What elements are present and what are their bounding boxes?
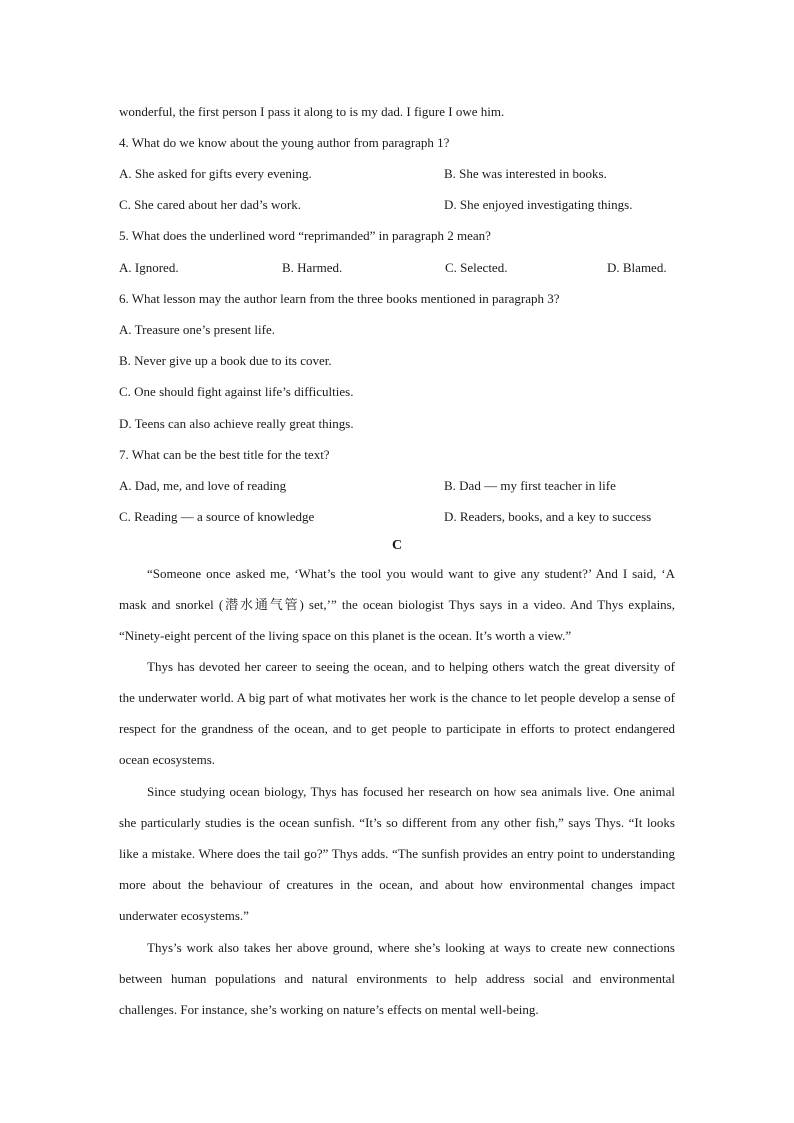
question-7-option-c: C. Reading — a source of knowledge — [119, 509, 315, 524]
passage-c-paragraph-3: Since studying ocean biology, Thys has focused her research on how sea animals live. One animal she particularly studies is the ocean sunfish. “It’s so different from any other fish,” says Thys. “It looks like a mistake. Where does the tail go?” Thys adds. “The sunfish provides an entry point to understanding more about the behaviour of creatures in the ocean, and about how environmental changes impact underwater ecosystems.” — [119, 784, 675, 924]
section-title: C — [391, 538, 403, 553]
question-6-stem: 6. What lesson may the author learn from the three books mentioned in paragraph 3? — [119, 291, 560, 306]
question-4-option-c: C. She cared about her dad’s work. — [119, 197, 301, 212]
question-7-stem: 7. What can be the best title for the text? — [119, 447, 330, 462]
question-6-option-a: A. Treasure one’s present life. — [119, 322, 275, 337]
question-4-option-b: B. She was interested in books. — [444, 166, 607, 181]
question-5-option-a: A. Ignored. — [119, 260, 179, 275]
question-6-option-c: C. One should fight against life’s difficulties. — [119, 384, 354, 399]
question-6-option-b: B. Never give up a book due to its cover. — [119, 353, 332, 368]
passage-continuation: wonderful, the first person I pass it along to is my dad. I figure I owe him. — [119, 104, 505, 119]
question-4-stem: 4. What do we know about the young author from paragraph 1? — [119, 135, 450, 150]
question-7-option-d: D. Readers, books, and a key to success — [444, 509, 652, 524]
question-5-option-c: C. Selected. — [445, 260, 508, 275]
passage-c-paragraph-4: Thys’s work also takes her above ground, where she’s looking at ways to create new connections between human populations and natural environments to help address social and environmental challenges. For instance, she’s working on nature’s effects on mental well-being. — [119, 940, 675, 1018]
question-7-option-b: B. Dad — my first teacher in life — [444, 478, 616, 493]
passage-c-paragraph-1: “Someone once asked me, ‘What’s the tool you would want to give any student?’ And I said, ‘A mask and snorkel (潜水通气管) set,’” the ocean biologist Thys says in a video. And Thys explains, “Ninety-eight percent of the living space on this planet is the ocean. It’s worth a view.” — [119, 566, 675, 644]
question-4-option-d: D. She enjoyed investigating things. — [444, 197, 633, 212]
question-5-option-b: B. Harmed. — [282, 260, 343, 275]
question-5-option-d: D. Blamed. — [607, 260, 667, 275]
passage-c-paragraph-2: Thys has devoted her career to seeing the ocean, and to helping others watch the great diversity of the underwater world. A big part of what motivates her work is the chance to let people develop a sense of respect for the grandness of the ocean, and to get people to participate in efforts to protect endangered ocean ecosystems. — [119, 659, 675, 768]
question-5-stem: 5. What does the underlined word “reprimanded” in paragraph 2 mean? — [119, 228, 491, 243]
question-6-option-d: D. Teens can also achieve really great things. — [119, 416, 354, 431]
question-7-option-a: A. Dad, me, and love of reading — [119, 478, 287, 493]
question-4-option-a: A. She asked for gifts every evening. — [119, 166, 312, 181]
